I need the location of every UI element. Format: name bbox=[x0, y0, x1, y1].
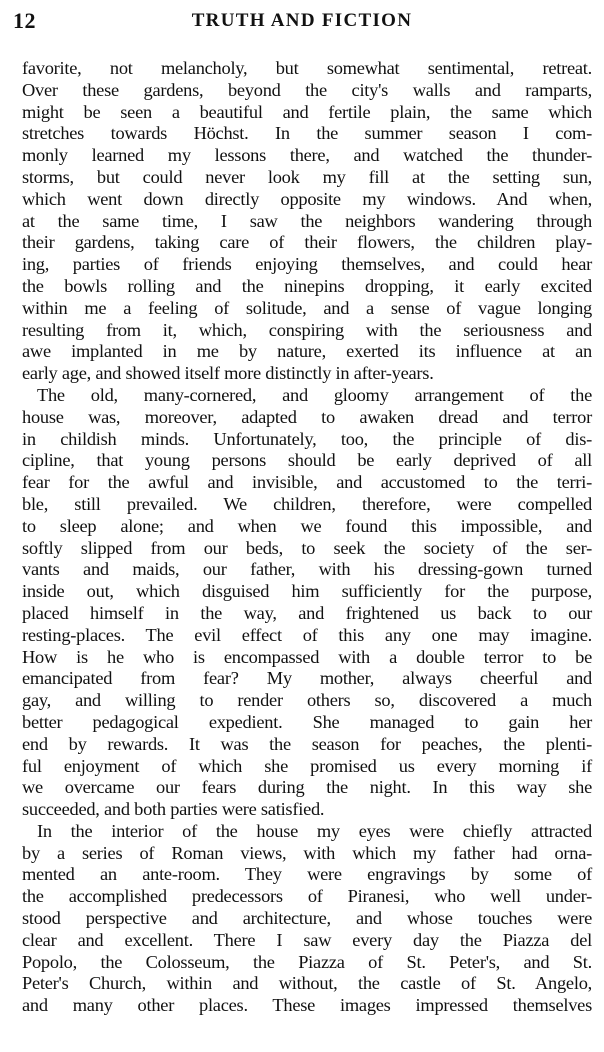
text-line: ful enjoyment of which she promised us every morning if bbox=[22, 755, 592, 776]
text-line: ble, still prevailed. We children, therefore, were compelled bbox=[22, 493, 592, 514]
text-line: might be seen a beautiful and fertile plain, the same which bbox=[22, 101, 592, 122]
paragraph-2 bbox=[22, 385, 592, 821]
text-line: by a series of Roman views, with which my father had orna- bbox=[22, 842, 592, 863]
text-line: gay, and willing to render others so, discovered a much bbox=[22, 690, 592, 711]
text-line: softly slipped from our beds, to seek the society of the ser- bbox=[22, 537, 592, 558]
text-line: we overcame our fears during the night. In this way she bbox=[22, 777, 592, 798]
text-line: better pedagogical expedient. She managed to gain her bbox=[22, 711, 592, 732]
text-line: early age, and showed itself more distinctly in after-years. bbox=[22, 363, 434, 384]
text-line: end by rewards. It was the season for peaches, the plenti- bbox=[22, 733, 592, 754]
text-line: their gardens, taking care of their flowers, the children play- bbox=[22, 232, 592, 253]
text-line: resulting from it, which, conspiring with the seriousness and bbox=[22, 319, 592, 340]
text-line: cipline, that young persons should be early deprived of all bbox=[22, 450, 592, 471]
paragraph-1 bbox=[22, 58, 592, 385]
text-line: monly learned my lessons there, and watched the thunder- bbox=[22, 145, 592, 166]
text-line: the accomplished predecessors of Piranesi, who well under- bbox=[22, 886, 592, 907]
text-line: placed himself in the way, and frightened us back to our bbox=[22, 602, 592, 623]
text-line: vants and maids, our father, with his dressing-gown turned bbox=[22, 559, 592, 580]
text-line: mented an ante-room. They were engravings by some of bbox=[22, 864, 592, 885]
text-line: succeeded, and both parties were satisfied. bbox=[22, 799, 325, 820]
page-header bbox=[0, 8, 604, 36]
text-line: and many other places. These images impressed themselves bbox=[22, 995, 592, 1016]
text-line: house was, moreover, adapted to awaken dread and terror bbox=[22, 406, 592, 427]
text-line: ing, parties of friends enjoying themselves, and could hear bbox=[22, 254, 592, 275]
body-text bbox=[22, 58, 592, 1017]
text-line: stood perspective and architecture, and whose touches were bbox=[22, 908, 592, 929]
text-line: emancipated from fear? My mother, always cheerful and bbox=[22, 668, 592, 689]
text-line: stretches towards Höchst. In the summer season I com- bbox=[22, 123, 592, 144]
text-line: which went down directly opposite my windows. And when, bbox=[22, 188, 592, 209]
text-line: How is he who is encompassed with a double terror to be bbox=[22, 646, 592, 667]
text-line: In the interior of the house my eyes were chiefly attracted bbox=[37, 820, 592, 841]
text-line: Peter's Church, within and without, the castle of St. Angelo, bbox=[22, 973, 592, 994]
text-line: within me a feeling of solitude, and a sense of vague longing bbox=[22, 297, 592, 318]
text-line: Popolo, the Colosseum, the Piazza of St. Peter's, and St. bbox=[22, 951, 592, 972]
text-line: to sleep alone; and when we found this impossible, and bbox=[22, 515, 592, 536]
text-line: clear and excellent. There I saw every day the Piazza del bbox=[22, 929, 592, 950]
text-line: The old, many-cornered, and gloomy arrangement of the bbox=[37, 384, 592, 405]
text-line: in childish minds. Unfortunately, too, the principle of dis- bbox=[22, 428, 592, 449]
text-line: the bowls rolling and the ninepins dropping, it early excited bbox=[22, 275, 592, 296]
text-line: awe implanted in me by nature, exerted its influence at an bbox=[22, 341, 592, 362]
running-title: TRUTH AND FICTION bbox=[191, 10, 413, 31]
page-number: 12 bbox=[13, 8, 36, 33]
text-line: inside out, which disguised him sufficiently for the purpose, bbox=[22, 581, 592, 602]
text-line: storms, but could never look my fill at the setting sun, bbox=[22, 166, 592, 187]
text-line: favorite, not melancholy, but somewhat sentimental, retreat. bbox=[22, 58, 592, 78]
text-line: at the same time, I saw the neighbors wandering through bbox=[22, 210, 592, 231]
text-line: fear for the awful and invisible, and accustomed to the terri- bbox=[22, 472, 592, 493]
paragraph-3 bbox=[22, 821, 592, 1017]
text-line: resting-places. The evil effect of this any one may imagine. bbox=[22, 624, 592, 645]
text-line: Over these gardens, beyond the city's walls and ramparts, bbox=[22, 79, 592, 100]
